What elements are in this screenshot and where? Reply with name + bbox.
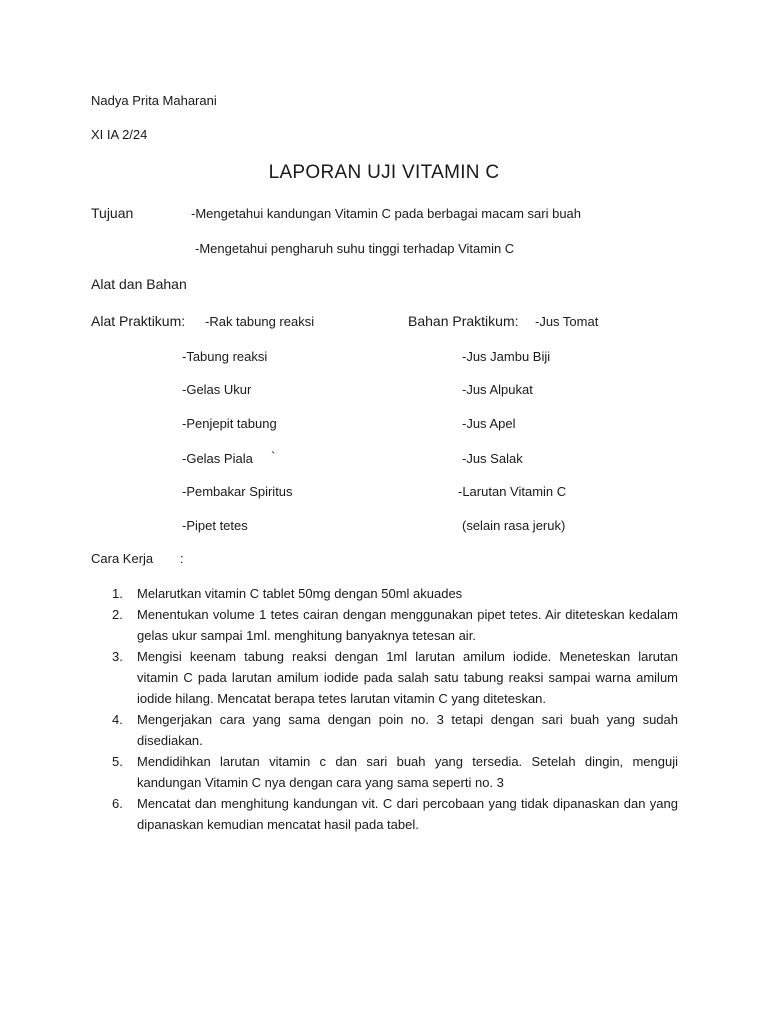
step-text: Mencatat dan menghitung kandungan vit. C dari percobaan yang tidak dipanaskan dan yang dipanaskan kemudian mencatat hasil pada tabel. [137,796,678,832]
step-text: Melarutkan vitamin C tablet 50mg dengan 50ml akuades [137,586,463,601]
step-text: Mengerjakan cara yang sama dengan poin no. 3 tetapi dengan sari buah yang sudah disediakan. [137,712,678,748]
bahan-praktikum-label: Bahan Praktikum: [408,313,519,329]
list-item [112,793,678,835]
step-text: Menentukan volume 1 tetes cairan dengan menggunakan pipet tetes. Air diteteskan kedalam gelas ukur sampai 1ml. menghitung banyaknya tetesan air. [137,607,678,643]
list-item [112,604,678,646]
list-item [112,646,678,709]
list-item [112,709,678,751]
bahan-item: -Jus Jambu Biji [462,349,551,364]
cara-kerja-label: Cara Kerja [91,551,154,566]
list-item [112,751,678,793]
step-number: 4. [112,712,123,727]
alat-item: -Pipet tetes [182,518,248,533]
alat-item: -Tabung reaksi [182,349,268,364]
cara-kerja-colon: : [180,551,184,566]
alat-item: -Penjepit tabung [182,416,277,431]
step-number: 1. [112,586,123,601]
step-text: Mengisi keenam tabung reaksi dengan 1ml larutan amilum iodide. Meneteskan larutan vitamin C pada larutan amilum iodide pada salah satu tabung reaksi sampai warna amilum iodide hilang. Mencatat berapa tetes larutan vitamin C yang diteteskan. [137,649,678,706]
author-name: Nadya Prita Maharani [91,93,217,108]
step-number: 5. [112,754,123,769]
alat-praktikum-label: Alat Praktikum: [91,313,186,329]
bahan-item: -Jus Apel [462,416,516,431]
alat-bahan-heading: Alat dan Bahan [91,276,187,292]
tujuan-item: -Mengetahui pengharuh suhu tinggi terhadap Vitamin C [195,241,515,256]
list-item [112,583,678,604]
alat-item: -Gelas Piala [182,451,253,466]
stray-mark: ` [271,449,276,464]
alat-item: -Gelas Ukur [182,382,252,397]
bahan-item: -Larutan Vitamin C [458,484,567,499]
bahan-item: (selain rasa jeruk) [462,518,566,533]
alat-item: -Pembakar Spiritus [182,484,293,499]
bahan-item: -Jus Salak [462,451,523,466]
step-text: Mendidihkan larutan vitamin c dan sari buah yang tersedia. Setelah dingin, menguji kandungan Vitamin C nya dengan cara yang sama seperti no. 3 [137,754,678,790]
class-info: XI IA 2/24 [91,127,148,142]
bahan-item: -Jus Tomat [535,314,599,329]
step-number: 6. [112,796,123,811]
page-title: LAPORAN UJI VITAMIN C [268,162,500,183]
tujuan-label: Tujuan [91,205,134,221]
alat-item: -Rak tabung reaksi [205,314,315,329]
bahan-item: -Jus Alpukat [462,382,533,397]
steps-list [112,583,678,835]
tujuan-item: -Mengetahui kandungan Vitamin C pada berbagai macam sari buah [191,206,582,221]
step-number: 2. [112,607,123,622]
step-number: 3. [112,649,123,664]
